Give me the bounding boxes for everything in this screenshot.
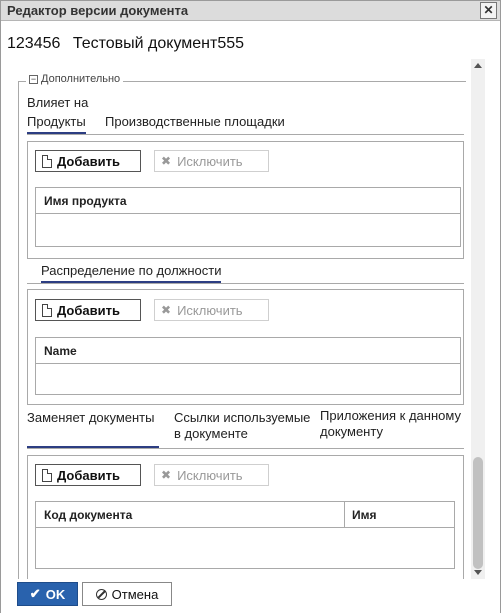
- tab-divider: [27, 283, 464, 284]
- additional-legend[interactable]: [26, 73, 123, 85]
- legend-label: Дополнительно: [41, 73, 121, 85]
- tab-products[interactable]: Продукты: [27, 114, 86, 134]
- add-document-button[interactable]: [35, 464, 141, 486]
- document-icon: [42, 469, 52, 482]
- content-scroll-area: [1, 59, 487, 579]
- tab-document-attachments[interactable]: Приложения к данному документу: [320, 408, 461, 439]
- positions-grid: [35, 337, 461, 395]
- exclude-document-button[interactable]: [154, 464, 269, 486]
- products-grid: [35, 187, 461, 247]
- cancel-label: Отмена: [111, 586, 159, 602]
- document-icon: [42, 155, 52, 168]
- add-product-button[interactable]: [35, 150, 141, 172]
- tab-production-sites[interactable]: Производственные площадки: [105, 114, 285, 129]
- column-header-name[interactable]: Name: [44, 344, 77, 358]
- column-header-doc-name[interactable]: Имя: [352, 508, 377, 522]
- window-title: Редактор версии документа: [7, 3, 189, 18]
- close-icon: ✖: [161, 468, 172, 482]
- add-label: Добавить: [57, 302, 120, 318]
- cancel-icon: [96, 589, 107, 600]
- document-name: Тестовый документ555: [72, 35, 245, 52]
- grid-header: [36, 338, 460, 364]
- dialog-footer: [1, 579, 500, 613]
- close-icon: ✖: [161, 303, 172, 317]
- document-header: [7, 35, 244, 53]
- vertical-scrollbar[interactable]: [471, 59, 485, 579]
- document-code: 123456: [7, 35, 61, 52]
- affects-label: Влияет на: [27, 95, 89, 110]
- column-header-product-name[interactable]: Имя продукта: [44, 194, 127, 208]
- ok-button[interactable]: [17, 582, 78, 606]
- tab-divider: [27, 448, 464, 449]
- column-divider[interactable]: [344, 502, 345, 528]
- exclude-label: Исключить: [177, 302, 243, 318]
- tab-references-in-document[interactable]: Ссылки используемые в документе: [174, 410, 311, 441]
- tab-positions[interactable]: Распределение по должности: [41, 263, 221, 283]
- exclude-position-button[interactable]: [154, 299, 269, 321]
- tab-replaces-documents[interactable]: Заменяет документы: [27, 410, 159, 448]
- scroll-up-icon[interactable]: [474, 63, 482, 68]
- scroll-thumb[interactable]: [473, 457, 483, 569]
- tab-divider: [27, 134, 464, 135]
- close-icon: ✖: [161, 154, 172, 168]
- scroll-down-icon[interactable]: [474, 570, 482, 575]
- grid-header: [36, 188, 460, 214]
- add-label: Добавить: [57, 153, 120, 169]
- close-icon[interactable]: ✕: [480, 2, 497, 19]
- ok-label: OK: [45, 586, 66, 602]
- add-position-button[interactable]: [35, 299, 141, 321]
- document-icon: [42, 304, 52, 317]
- grid-header: [36, 502, 454, 528]
- collapse-icon[interactable]: −: [30, 73, 37, 84]
- exclude-label: Исключить: [177, 467, 243, 483]
- checkmark-icon: ✔: [29, 586, 41, 601]
- add-label: Добавить: [57, 467, 120, 483]
- exclude-label: Исключить: [177, 153, 243, 169]
- column-header-document-code[interactable]: Код документа: [44, 508, 133, 522]
- exclude-product-button[interactable]: [154, 150, 269, 172]
- cancel-button[interactable]: [82, 582, 172, 606]
- title-bar: [1, 1, 500, 21]
- documents-grid: [35, 501, 455, 569]
